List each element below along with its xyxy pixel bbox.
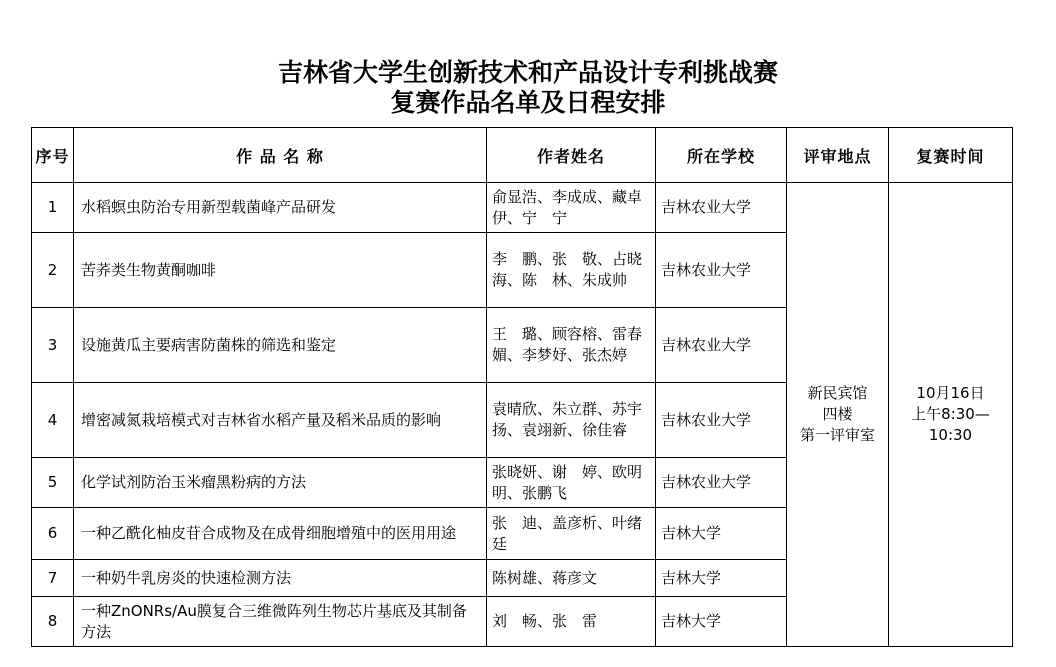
venue-line: 第一评审室 bbox=[799, 426, 875, 444]
venue-cell bbox=[787, 183, 889, 647]
authors-cell: 俞显浩、李成成、藏卓伊、宁 宁 bbox=[487, 183, 656, 233]
authors-cell: 张 迪、盖彦析、叶绪廷 bbox=[487, 508, 656, 560]
header-seq: 序号 bbox=[32, 128, 74, 183]
authors-cell: 刘 畅、张 雷 bbox=[487, 597, 656, 647]
authors-cell: 陈树雄、蒋彦文 bbox=[487, 560, 656, 597]
seq-cell: 8 bbox=[32, 597, 74, 647]
school-cell: 吉林大学 bbox=[656, 597, 787, 647]
time-line: 上午8:30— bbox=[911, 405, 990, 423]
seq-cell: 1 bbox=[32, 183, 74, 233]
table-row bbox=[32, 183, 1013, 233]
title-line-1: 吉林省大学生创新技术和产品设计专利挑战赛 bbox=[277, 58, 778, 87]
seq-cell: 3 bbox=[32, 308, 74, 383]
authors-cell: 袁晴欣、朱立群、苏宇扬、袁翊新、徐佳睿 bbox=[487, 383, 656, 458]
schedule-table bbox=[31, 127, 1013, 647]
time-line: 10:30 bbox=[928, 426, 973, 444]
authors-cell: 王 璐、顾容榕、雷春媚、李梦妤、张杰婷 bbox=[487, 308, 656, 383]
header-time: 复赛时间 bbox=[889, 128, 1013, 183]
time-cell bbox=[889, 183, 1013, 647]
time-line: 10月16日 bbox=[916, 384, 985, 402]
work-title-cell: 水稻螟虫防治专用新型载菌峰产品研发 bbox=[74, 183, 487, 233]
authors-cell: 张晓妍、谢 婷、欧明明、张鹏飞 bbox=[487, 458, 656, 508]
school-cell: 吉林农业大学 bbox=[656, 233, 787, 308]
school-cell: 吉林农业大学 bbox=[656, 308, 787, 383]
venue-line: 新民宾馆 bbox=[807, 384, 868, 402]
seq-cell: 7 bbox=[32, 560, 74, 597]
work-title-cell: 增密减氮栽培模式对吉林省水稻产量及稻米品质的影响 bbox=[74, 383, 487, 458]
school-cell: 吉林农业大学 bbox=[656, 183, 787, 233]
work-title-cell: 一种乙酰化柚皮苷合成物及在成骨细胞增殖中的医用用途 bbox=[74, 508, 487, 560]
work-title-cell: 一种奶牛乳房炎的快速检测方法 bbox=[74, 560, 487, 597]
seq-cell: 5 bbox=[32, 458, 74, 508]
header-school: 所在学校 bbox=[656, 128, 787, 183]
seq-cell: 4 bbox=[32, 383, 74, 458]
header-work: 作 品 名 称 bbox=[74, 128, 487, 183]
venue-line: 四楼 bbox=[822, 405, 853, 423]
work-title-cell: 设施黄瓜主要病害防菌株的筛选和鉴定 bbox=[74, 308, 487, 383]
header-authors: 作者姓名 bbox=[487, 128, 656, 183]
school-cell: 吉林农业大学 bbox=[656, 383, 787, 458]
authors-cell: 李 鹏、张 敬、占晓海、陈 林、朱成帅 bbox=[487, 233, 656, 308]
work-title-cell: 苦荞类生物黄酮咖啡 bbox=[74, 233, 487, 308]
header-row bbox=[32, 128, 1013, 183]
seq-cell: 2 bbox=[32, 233, 74, 308]
school-cell: 吉林大学 bbox=[656, 508, 787, 560]
seq-cell: 6 bbox=[32, 508, 74, 560]
school-cell: 吉林大学 bbox=[656, 560, 787, 597]
document-title bbox=[0, 58, 1056, 118]
work-title-cell: 化学试剂防治玉米瘤黑粉病的方法 bbox=[74, 458, 487, 508]
work-title-cell: 一种ZnONRs/Au膜复合三维微阵列生物芯片基底及其制备方法 bbox=[74, 597, 487, 647]
header-venue: 评审地点 bbox=[787, 128, 889, 183]
title-line-2: 复赛作品名单及日程安排 bbox=[390, 88, 666, 117]
school-cell: 吉林农业大学 bbox=[656, 458, 787, 508]
